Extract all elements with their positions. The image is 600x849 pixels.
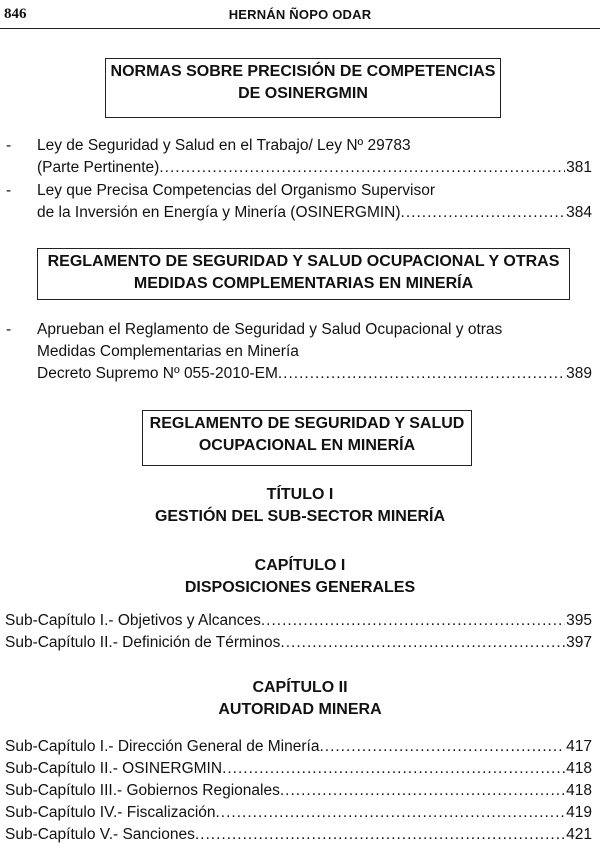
- section-box-osinergmin: [105, 58, 501, 118]
- leader-dots: [216, 802, 566, 824]
- entry-text: Sub-Capítulo I.- Dirección General de Minería: [5, 738, 320, 755]
- page-ref: 397: [566, 634, 592, 651]
- box-line: REGLAMENTO DE SEGURIDAD Y SALUD: [149, 415, 465, 432]
- list-dash: -: [6, 182, 12, 199]
- leader-dots: [319, 736, 565, 758]
- toc-row: [5, 632, 592, 654]
- box-line: NORMAS SOBRE PRECISIÓN DE COMPETENCIAS: [110, 63, 496, 80]
- toc-row: [5, 824, 592, 846]
- entry-text: Sub-Capítulo II.- Definición de Términos: [5, 634, 281, 651]
- toc-row: [5, 802, 592, 824]
- page-ref: 384: [566, 204, 592, 221]
- box-line: DE OSINERGMIN: [238, 85, 368, 102]
- heading-line: TÍTULO I: [266, 486, 334, 503]
- titulo-heading: [0, 484, 600, 528]
- entry-text: Sub-Capítulo III.- Gobiernos Regionales: [5, 782, 280, 799]
- page-ref: 381: [566, 159, 592, 176]
- entry-line: Medidas Complementarias en Minería: [37, 343, 299, 360]
- heading-line: AUTORIDAD MINERA: [218, 701, 382, 718]
- leader-dots: [222, 758, 565, 780]
- capitulo-2-heading: [0, 677, 600, 721]
- capitulo-1-list: [0, 610, 600, 654]
- box-line: REGLAMENTO DE SEGURIDAD Y SALUD OCUPACIONAL Y OTRAS: [47, 253, 560, 270]
- entry-text: Decreto Supremo Nº 055-2010-EM: [37, 365, 278, 382]
- running-head: HERNÁN ÑOPO ODAR: [228, 7, 372, 22]
- toc-row: [5, 758, 592, 780]
- page-header: [0, 0, 600, 29]
- toc-row: [5, 610, 592, 632]
- toc-entry-decreto-supremo: [0, 319, 600, 385]
- entry-line: Aprueban el Reglamento de Seguridad y Salud Ocupacional y otras: [37, 321, 503, 338]
- list-dash: -: [6, 137, 12, 154]
- heading-line: CAPÍTULO II: [252, 679, 348, 696]
- heading-line: DISPOSICIONES GENERALES: [184, 579, 416, 596]
- page-ref: 421: [566, 826, 592, 843]
- entry-line: Ley de Seguridad y Salud en el Trabajo/ Ley Nº 29783: [37, 137, 411, 154]
- heading-line: CAPÍTULO I: [254, 557, 346, 574]
- page-ref: 418: [566, 760, 592, 777]
- page-ref: 418: [566, 782, 592, 799]
- entry-text: de la Inversión en Energía y Minería (OSINERGMIN): [37, 204, 401, 221]
- toc-entry-osinergmin-competencias: [0, 180, 600, 224]
- entry-text: Sub-Capítulo I.- Objetivos y Alcances: [5, 612, 261, 629]
- toc-row: [5, 780, 592, 802]
- page-ref: 395: [566, 612, 592, 629]
- leader-line: [37, 202, 592, 224]
- box-line: MEDIDAS COMPLEMENTARIAS EN MINERÍA: [133, 275, 474, 292]
- section-box-reglamento-mineria: [142, 410, 472, 466]
- leader-dots: [401, 202, 566, 224]
- entry-line: Ley que Precisa Competencias del Organismo Supervisor: [37, 182, 436, 199]
- entry-text: (Parte Pertinente): [37, 159, 160, 176]
- toc-row: [5, 736, 592, 758]
- box-line: OCUPACIONAL EN MINERÍA: [198, 437, 416, 454]
- page-ref: 389: [566, 365, 592, 382]
- leader-dots: [195, 824, 565, 846]
- page-number: 846: [4, 6, 27, 22]
- entry-text: Sub-Capítulo II.- OSINERGMIN: [5, 760, 223, 777]
- page-ref: 419: [566, 804, 592, 821]
- leader-dots: [280, 632, 565, 654]
- section-box-reglamento-medidas: [37, 248, 570, 300]
- list-dash: -: [6, 321, 12, 338]
- entry-text: Sub-Capítulo IV.- Fiscalización: [5, 804, 216, 821]
- entry-text: Sub-Capítulo V.- Sanciones: [5, 826, 195, 843]
- leader-line: [37, 157, 592, 179]
- capitulo-2-list: [0, 736, 600, 846]
- toc-entry-ley-29783: [0, 135, 600, 179]
- leader-dots: [159, 157, 565, 179]
- leader-dots: [278, 363, 565, 385]
- leader-line: [37, 363, 592, 385]
- capitulo-1-heading: [0, 555, 600, 599]
- leader-dots: [280, 780, 565, 802]
- page-ref: 417: [566, 738, 592, 755]
- heading-line: GESTIÓN DEL SUB-SECTOR MINERÍA: [154, 508, 446, 525]
- leader-dots: [261, 610, 565, 632]
